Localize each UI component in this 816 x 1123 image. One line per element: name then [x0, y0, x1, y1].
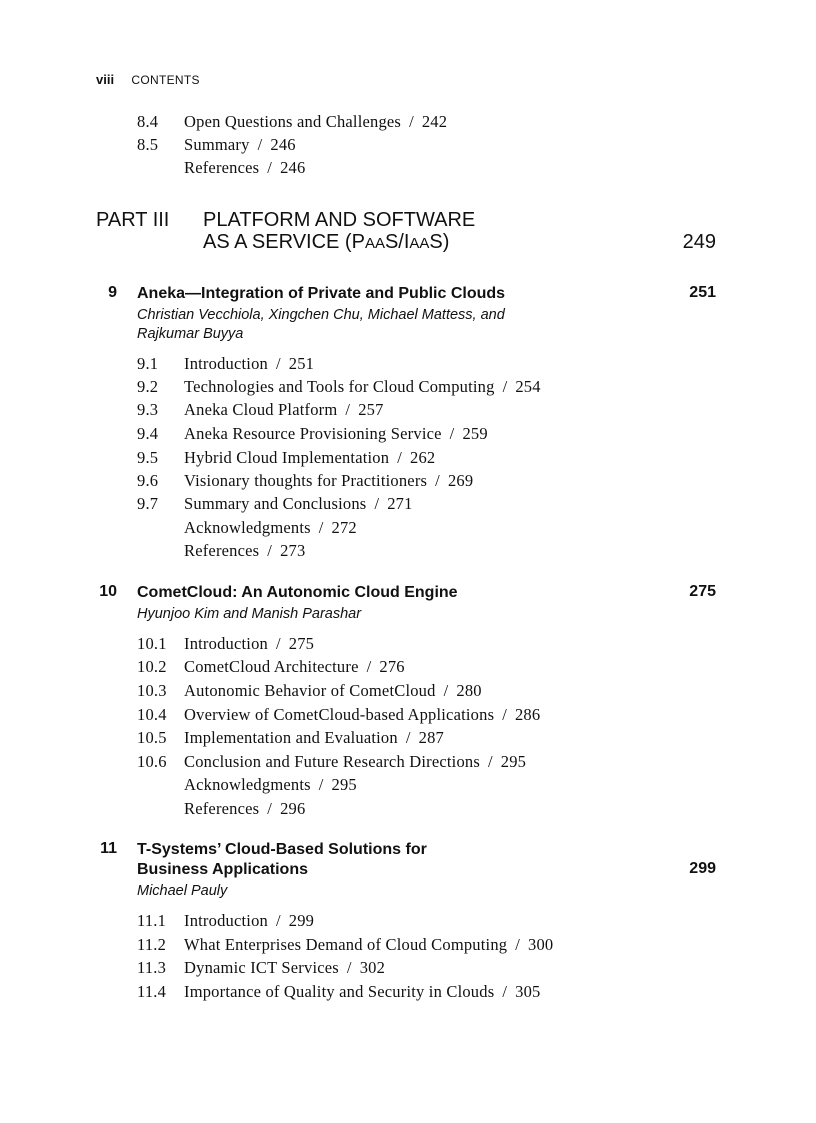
section-page: 259 [462, 424, 488, 443]
section-title: Visionary thoughts for Practitioners [184, 471, 428, 490]
section-title: Technologies and Tools for Cloud Computing [184, 377, 495, 396]
part-title-line2: AS A SERVICE (PAAS/IAAS) [203, 231, 450, 253]
section-title: Acknowledgments [184, 518, 311, 537]
section-title: Dynamic ICT Services [184, 958, 339, 977]
section-number: 9.3 [137, 400, 159, 419]
chapter-number: 11 [100, 840, 117, 857]
section-page: 254 [515, 377, 541, 396]
section-title: Autonomic Behavior of CometCloud [184, 681, 436, 700]
section-number: 11.2 [137, 935, 167, 954]
section-title: What Enterprises Demand of Cloud Computing [184, 935, 508, 954]
section-number: 10.4 [137, 705, 167, 724]
section-page: 280 [456, 681, 482, 700]
section-page: 246 [280, 158, 306, 177]
authors-line: Christian Vecchiola, Xingchen Chu, Michael Mattess, and [137, 307, 505, 323]
chapter-title[interactable] [137, 840, 427, 880]
authors-line: Michael Pauly [137, 883, 228, 899]
section-number: 11.1 [137, 911, 167, 930]
part-title[interactable] [203, 209, 475, 255]
section-number: 10.2 [137, 657, 167, 676]
section-title: References [184, 158, 260, 177]
section-page: 300 [528, 935, 554, 954]
section-number: 11.4 [137, 982, 167, 1001]
section-title: Aneka Resource Provisioning Service [184, 424, 442, 443]
section-page: 262 [410, 448, 436, 467]
section-title: References [184, 541, 260, 560]
section-page: 246 [270, 135, 296, 154]
chapter-authors [137, 306, 505, 344]
section-page: 242 [421, 112, 448, 131]
section-number: 9.1 [137, 354, 159, 373]
section-title: Introduction [184, 354, 268, 373]
section-title: Aneka Cloud Platform [184, 400, 338, 419]
section-number: 8.4 [137, 112, 159, 131]
chapter-title[interactable]: Aneka—Integration of Private and Public Clouds [137, 285, 506, 302]
section-number: 10.1 [137, 634, 167, 653]
authors-line: Rajkumar Buyya [137, 326, 244, 342]
section-page: 275 [288, 634, 315, 653]
chapter-page: 251 [689, 284, 716, 301]
section-number: 11.3 [137, 958, 167, 977]
chapter-number: 9 [108, 284, 117, 301]
section-title: References [184, 799, 260, 818]
section-title: Importance of Quality and Security in Clouds [184, 982, 495, 1001]
section-number: 9.7 [137, 494, 159, 513]
section-number: 9.4 [137, 424, 159, 443]
chapter-title[interactable]: CometCloud: An Autonomic Cloud Engine [137, 584, 458, 601]
chapter-authors [137, 605, 361, 624]
section-title: Conclusion and Future Research Directions [184, 752, 480, 771]
section-page: 299 [288, 911, 315, 930]
section-number: 9.5 [137, 448, 159, 467]
section-page: 251 [288, 354, 315, 373]
part-page: 249 [682, 231, 716, 253]
section-number: 10.5 [137, 728, 167, 747]
section-page: 295 [331, 775, 357, 794]
section-title: Open Questions and Challenges [184, 112, 402, 131]
part-label: PART III [96, 209, 170, 231]
section-number: 9.2 [137, 377, 159, 396]
section-number: 8.5 [137, 135, 159, 154]
section-number: 9.6 [137, 471, 159, 490]
chapter-number: 10 [99, 583, 117, 600]
section-title: Implementation and Evaluation [184, 728, 398, 747]
section-page: 269 [447, 471, 474, 490]
section-page: 273 [280, 541, 306, 560]
section-page: 257 [358, 400, 384, 419]
section-title: Introduction [184, 634, 268, 653]
section-page: 276 [379, 657, 405, 676]
chapter-title-line: Business Applications [137, 861, 308, 878]
section-title: Acknowledgments [184, 775, 311, 794]
chapter-title-line: T-Systems’ Cloud-Based Solutions for [137, 841, 427, 858]
section-title: Summary [184, 135, 250, 154]
section-page: 286 [514, 705, 541, 724]
section-number: 10.6 [137, 752, 167, 771]
authors-line: Hyunjoo Kim and Manish Parashar [137, 606, 362, 622]
section-title: Overview of CometCloud-based Applications [184, 705, 495, 724]
chapter-authors [137, 882, 227, 901]
section-title: Hybrid Cloud Implementation [184, 448, 390, 467]
section-page: 272 [331, 518, 357, 537]
page-number: viii [96, 72, 115, 87]
section-page: 296 [280, 799, 306, 818]
running-header [96, 72, 200, 87]
chapter-page: 299 [689, 860, 716, 877]
section-title: Introduction [184, 911, 268, 930]
chapter-page: 275 [689, 583, 716, 600]
section-title: CometCloud Architecture [184, 657, 359, 676]
section-page: 302 [359, 958, 386, 977]
part-title-line1: PLATFORM AND SOFTWARE [203, 209, 476, 231]
section-page: 271 [387, 494, 413, 513]
section-number: 10.3 [137, 681, 167, 700]
section-page: 287 [418, 728, 444, 747]
section-page: 305 [515, 982, 541, 1001]
section-title: Summary and Conclusions [184, 494, 367, 513]
section-page: 295 [500, 752, 527, 771]
running-title: CONTENTS [131, 73, 200, 87]
